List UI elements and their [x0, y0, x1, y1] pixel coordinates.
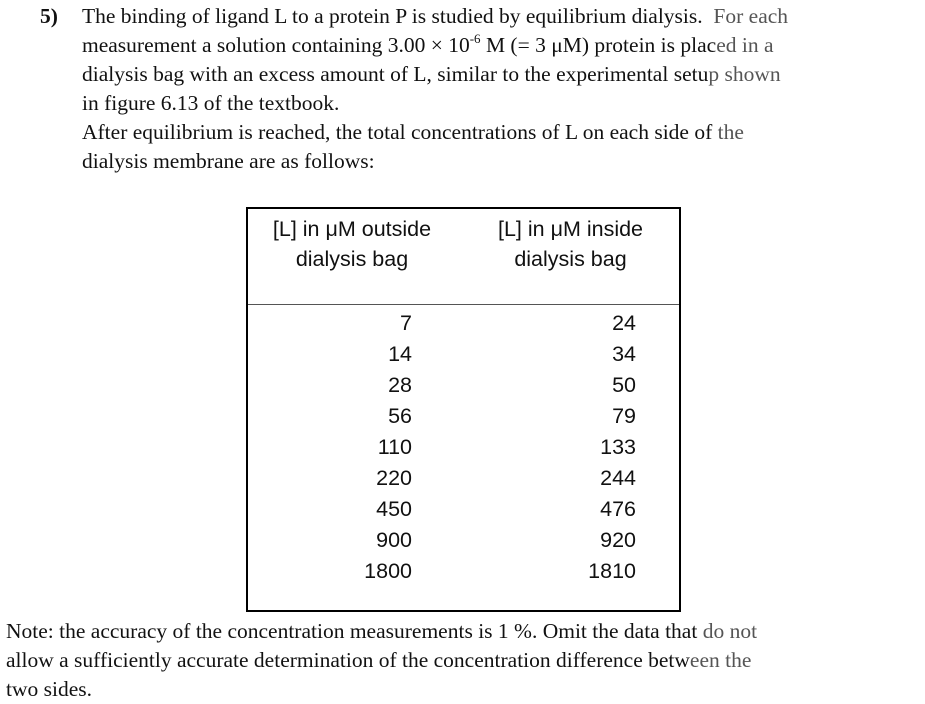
header-outside-line-2: dialysis bag: [295, 247, 409, 271]
concentration-table: [246, 207, 681, 612]
table-cell-outside: 56: [388, 404, 412, 428]
table-cell-inside: 79: [612, 404, 636, 428]
problem-line-2-text: measurement a solution containing 3.00 × 10: [82, 33, 470, 57]
table-cell-outside: 450: [376, 497, 412, 521]
header-inside: [468, 214, 673, 274]
table-cell-outside: 14: [388, 342, 412, 366]
table-cell-inside: 920: [600, 528, 636, 552]
table-cell-inside: 133: [600, 435, 636, 459]
problem-line-5-faded: the: [712, 120, 744, 144]
column-inside: [528, 308, 636, 587]
problem-line-2-faded: ed in a: [716, 33, 774, 57]
table-cell-inside: 50: [612, 373, 636, 397]
header-outside: [252, 214, 452, 274]
column-outside: [308, 308, 412, 587]
table-cell-outside: 7: [400, 311, 412, 335]
table-cell-outside: 220: [376, 466, 412, 490]
note-line-1-text: Note: the accuracy of the concentration measurements is 1 %. Omit the data that: [6, 619, 698, 643]
problem-line-3-text: dialysis bag with an excess amount of L, similar to the experimental setu: [82, 62, 709, 86]
table-cell-outside: 28: [388, 373, 412, 397]
problem-line-1-faded: For each: [713, 4, 789, 28]
header-inside-line-2: dialysis bag: [514, 247, 627, 271]
note-line-2: [6, 646, 916, 675]
table-cell-outside: 110: [377, 435, 412, 459]
problem-line-1-text: The binding of ligand L to a protein P is studied by equilibrium dialysis.: [82, 4, 703, 28]
problem-line-3: [82, 60, 920, 89]
problem-line-4: in figure 6.13 of the textbook.: [82, 91, 340, 115]
table-cell-outside: 900: [376, 528, 412, 552]
note-line-3: two sides.: [6, 677, 92, 701]
note: [6, 617, 916, 704]
table-cell-outside: 1800: [364, 559, 412, 583]
problem-line-6: dialysis membrane are as follows:: [82, 149, 375, 173]
note-line-2-faded: een the: [689, 648, 752, 672]
header-inside-line-1: [L] in μM inside: [497, 217, 644, 241]
table-cell-inside: 1810: [588, 559, 636, 583]
problem-line-5-text: After equilibrium is reached, the total concentrations of L on each side of: [82, 120, 713, 144]
table-cell-inside: 34: [612, 342, 636, 366]
problem-line-2: [82, 31, 920, 60]
table-cell-inside: 244: [600, 466, 636, 490]
table-header: [248, 209, 679, 305]
note-line-1-faded: do not: [697, 619, 758, 643]
exponent: -6: [469, 31, 481, 46]
problem-text: [82, 2, 920, 176]
problem-line-1: [82, 2, 920, 31]
header-outside-line-1: [L] in μM outside: [272, 217, 432, 241]
problem-line-5: [82, 118, 920, 147]
problem-line-2-text-b: M (= 3 μM) protein is plac: [480, 33, 717, 57]
question-number: 5): [40, 4, 58, 28]
problem-line-3-faded: p shown: [708, 62, 781, 86]
note-line-2-text: allow a sufficiently accurate determination of the concentration difference betw: [6, 648, 690, 672]
table-cell-inside: 476: [600, 497, 636, 521]
table-cell-inside: 24: [612, 311, 636, 335]
problem-statement: [40, 2, 920, 176]
note-line-1: [6, 617, 916, 646]
